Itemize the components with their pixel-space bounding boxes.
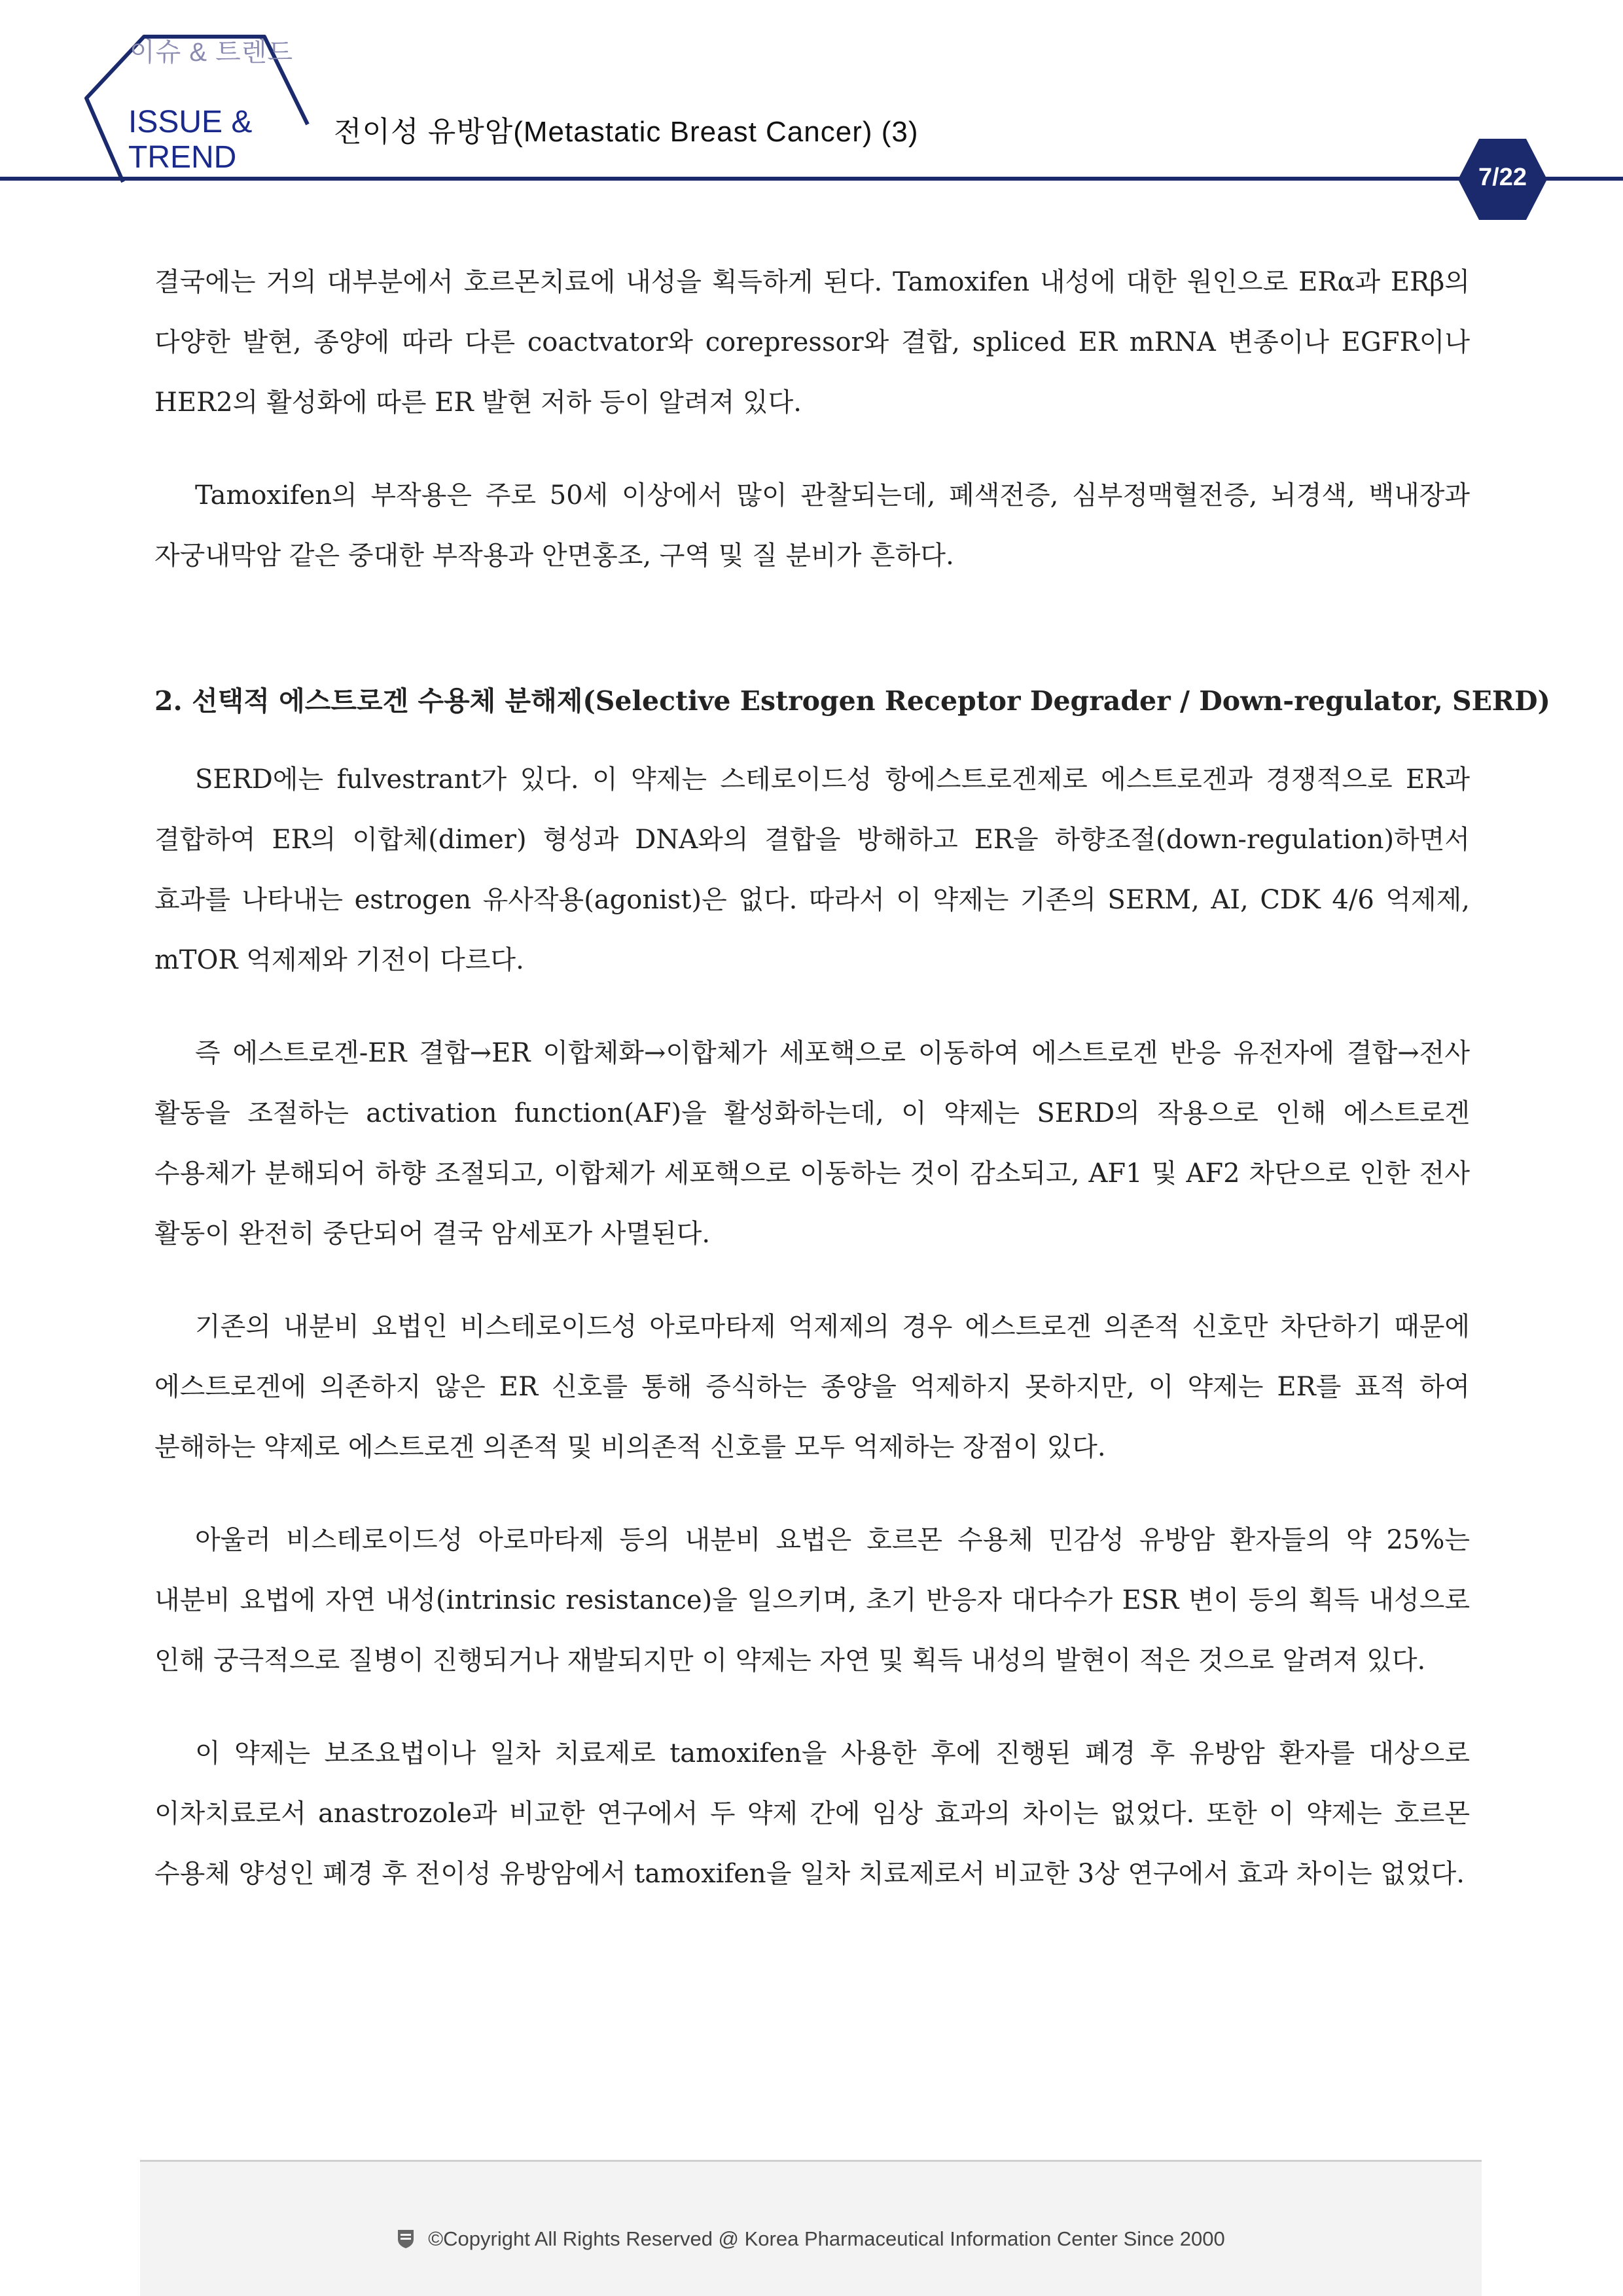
- paragraph-serd-intro: SERD에는 fulvestrant가 있다. 이 약제는 스테로이드성 항에스트로겐제로 에스트로겐과 경쟁적으로 ER과 결합하여 ER의 이합체(dimer) 형성과 DNA와의 결합을 방해하고 ER을 하향조절(down-regulation)하면서 효과를 나타내는 estrogen 유사작용(agonist)은 없다. 따라서 이 약제는 기존의 SERM, AI, CDK 4/6 억제제, mTOR 억제제와 기전이 다르다.: [154, 764, 1470, 975]
- logo-wordmark: [128, 105, 252, 175]
- logo-line-trend: TREND: [128, 140, 237, 175]
- shield-crest-icon: [397, 2229, 415, 2250]
- copyright-text: ©Copyright All Rights Reserved @ Korea Pharmaceutical Information Center Since 2000: [428, 2227, 1225, 2250]
- page-header: [0, 0, 1623, 196]
- page-number: 7/22: [1478, 164, 1527, 191]
- paragraph-tamoxifen-side-effects: Tamoxifen의 부작용은 주로 50세 이상에서 많이 관찰되는데, 폐색전증, 심부정맥혈전증, 뇌경색, 백내장과 자궁내막암 같은 중대한 부작용과 안면홍조, 구역 및 질 분비가 흔하다.: [154, 480, 1470, 571]
- page-footer: [140, 2160, 1482, 2296]
- paragraph-tamoxifen-resistance: 결국에는 거의 대부분에서 호르몬치료에 내성을 획득하게 된다. Tamoxifen 내성에 대한 원인으로 ERα과 ERβ의 다양한 발현, 종양에 따라 다른 coactvator와 corepressor와 결합, spliced ER mRNA 변종이나 EGFR이나 HER2의 활성화에 따른 ER 발현 저하 등이 알려져 있다.: [154, 267, 1470, 418]
- page-title: 전이성 유방암(Metastatic Breast Cancer) (3): [334, 116, 919, 148]
- header-divider: [0, 177, 1623, 181]
- footer-copyright-line: [140, 2227, 1482, 2251]
- section-heading-serd: 2. 선택적 에스트로겐 수용체 분해제(Selective Estrogen Receptor Degrader / Down-regulator, SERD): [154, 685, 1550, 717]
- document-body: [154, 252, 1550, 1937]
- paragraph-serd-mechanism: 즉 에스트로겐-ER 결합→ER 이합체화→이합체가 세포핵으로 이동하여 에스트로겐 반응 유전자에 결합→전사 활동을 조절하는 activation function(AF)을 활성화하는데, 이 약제는 SERD의 작용으로 인해 에스트로겐 수용체가 분해되어 하향 조절되고, 이합체가 세포핵으로 이동하는 것이 감소되고, AF1 및 AF2 차단으로 인한 전사 활동이 완전히 중단되어 결국 암세포가 사멸된다.: [154, 1038, 1470, 1249]
- logo-line-issue: ISSUE &: [128, 105, 253, 139]
- paragraph-clinical-trials: 이 약제는 보조요법이나 일차 치료제로 tamoxifen을 사용한 후에 진행된 폐경 후 유방암 환자를 대상으로 이차치료로서 anastrozole과 비교한 연구에서 두 약제 간에 임상 효과의 차이는 없었다. 또한 이 약제는 호르몬 수용체 양성인 폐경 후 전이성 유방암에서 tamoxifen을 일차 치료제로서 비교한 3상 연구에서 효과 차이는 없었다.: [154, 1738, 1470, 1889]
- paragraph-endocrine-resistance: 아울러 비스테로이드성 아로마타제 등의 내분비 요법은 호르몬 수용체 민감성 유방암 환자들의 약 25%는 내분비 요법에 자연 내성(intrinsic resistance)을 일으키며, 초기 반응자 대다수가 ESR 변이 등의 획득 내성으로 인해 궁극적으로 질병이 진행되거나 재발되지만 이 약제는 자연 및 획득 내성의 발현이 적은 것으로 알려져 있다.: [154, 1525, 1470, 1676]
- paragraph-serd-advantage: 기존의 내분비 요법인 비스테로이드성 아로마타제 억제제의 경우 에스트로겐 의존적 신호만 차단하기 때문에 에스트로겐에 의존하지 않은 ER 신호를 통해 증식하는 종양을 억제하지 못하지만, 이 약제는 ER를 표적 하여 분해하는 약제로 에스트로겐 의존적 및 비의존적 신호를 모두 억제하는 장점이 있다.: [154, 1312, 1470, 1462]
- logo-korean-label: 이슈 & 트렌드: [130, 38, 294, 67]
